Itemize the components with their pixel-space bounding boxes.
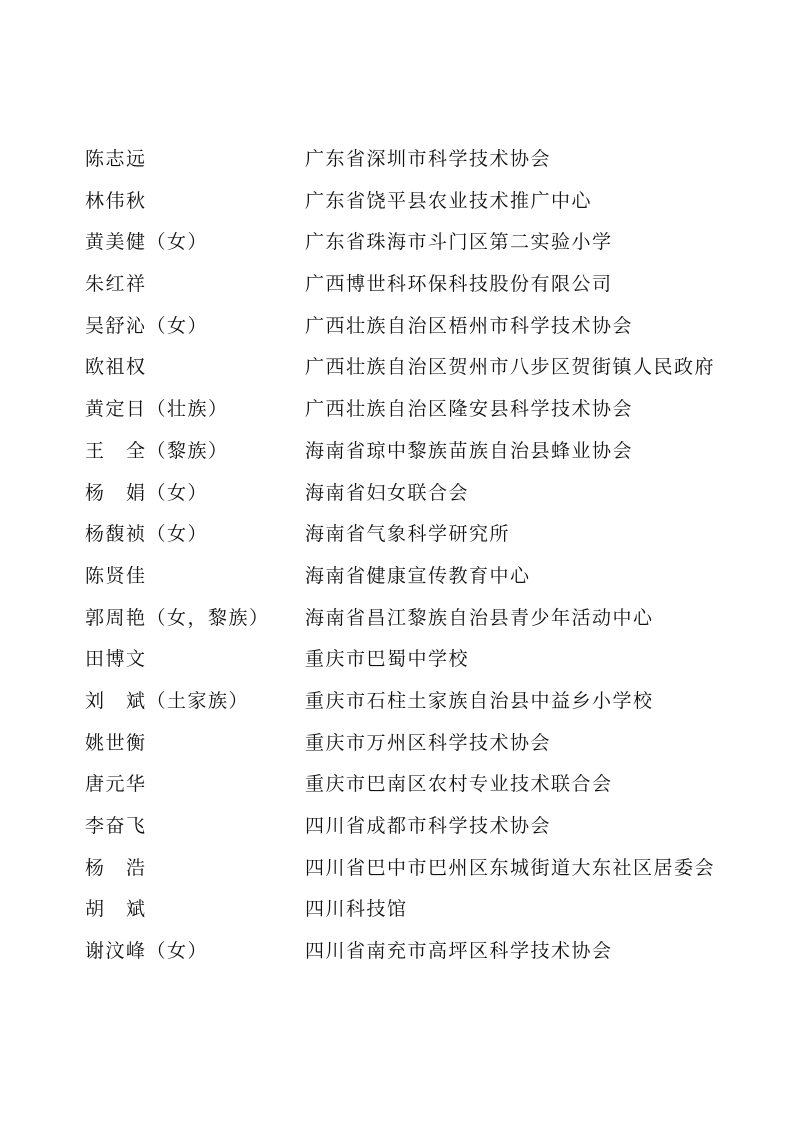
- organization-name: 四川省南充市高坪区科学技术协会: [305, 940, 613, 963]
- person-name: 吴舒沁（女）: [85, 314, 209, 337]
- person-name: 胡 斌: [85, 898, 147, 921]
- list-item: [85, 222, 735, 264]
- list-item: [85, 264, 735, 306]
- awardee-list: [85, 139, 735, 973]
- list-item: [85, 389, 735, 431]
- list-item: [85, 306, 735, 348]
- list-item: [85, 139, 735, 181]
- organization-name: 四川科技馆: [305, 898, 408, 921]
- organization-name: 重庆市万州区科学技术协会: [305, 731, 552, 754]
- list-item: [85, 514, 735, 556]
- list-item: [85, 181, 735, 223]
- person-name: 姚世衡: [85, 731, 147, 754]
- person-name: 黄定日（壮族）: [85, 398, 229, 421]
- person-name: 刘 斌（土家族）: [85, 689, 250, 712]
- organization-name: 广西壮族自治区隆安县科学技术协会: [305, 398, 634, 421]
- list-item: [85, 889, 735, 931]
- person-name: 欧祖权: [85, 356, 147, 379]
- person-name: 陈志远: [85, 148, 147, 170]
- list-item: [85, 764, 735, 806]
- organization-name: 海南省琼中黎族苗族自治县蜂业协会: [305, 439, 634, 462]
- organization-name: 广西博世科环保科技股份有限公司: [305, 273, 613, 296]
- list-item: [85, 473, 735, 515]
- person-name: 田博文: [85, 648, 147, 671]
- person-name: 郭周艳（女，黎族）: [85, 606, 270, 629]
- person-name: 谢汶峰（女）: [85, 940, 209, 963]
- person-name: 陈贤佳: [85, 564, 147, 587]
- organization-name: 广西壮族自治区贺州市八步区贺街镇人民政府: [305, 356, 716, 379]
- organization-name: 重庆市石柱土家族自治县中益乡小学校: [305, 689, 654, 712]
- organization-name: 广西壮族自治区梧州市科学技术协会: [305, 314, 634, 337]
- person-name: 朱红祥: [85, 273, 147, 296]
- list-item: [85, 806, 735, 848]
- organization-name: 海南省妇女联合会: [305, 481, 470, 504]
- person-name: 黄美健（女）: [85, 231, 209, 254]
- list-item: [85, 431, 735, 473]
- list-item: [85, 681, 735, 723]
- list-item: [85, 931, 735, 973]
- organization-name: 海南省昌江黎族自治县青少年活动中心: [305, 606, 654, 629]
- person-name: 王 全（黎族）: [85, 439, 229, 462]
- list-item: [85, 639, 735, 681]
- list-item: [85, 723, 735, 765]
- organization-name: 广东省深圳市科学技术协会: [305, 148, 552, 170]
- organization-name: 海南省气象科学研究所: [305, 523, 511, 546]
- organization-name: 广东省珠海市斗门区第二实验小学: [305, 231, 613, 254]
- person-name: 林伟秋: [85, 189, 147, 212]
- organization-name: 四川省巴中市巴州区东城街道大东社区居委会: [305, 856, 716, 879]
- organization-name: 重庆市巴南区农村专业技术联合会: [305, 773, 613, 796]
- list-item: [85, 598, 735, 640]
- list-item: [85, 556, 735, 598]
- organization-name: 重庆市巴蜀中学校: [305, 648, 470, 671]
- list-item: [85, 848, 735, 890]
- organization-name: 广东省饶平县农业技术推广中心: [305, 189, 593, 212]
- person-name: 杨 娟（女）: [85, 481, 209, 504]
- organization-name: 海南省健康宣传教育中心: [305, 564, 531, 587]
- organization-name: 四川省成都市科学技术协会: [305, 815, 552, 837]
- person-name: 杨 浩: [85, 856, 147, 879]
- list-item: [85, 347, 735, 389]
- person-name: 李奋飞: [85, 815, 147, 837]
- person-name: 杨馥祯（女）: [85, 523, 209, 546]
- person-name: 唐元华: [85, 773, 147, 796]
